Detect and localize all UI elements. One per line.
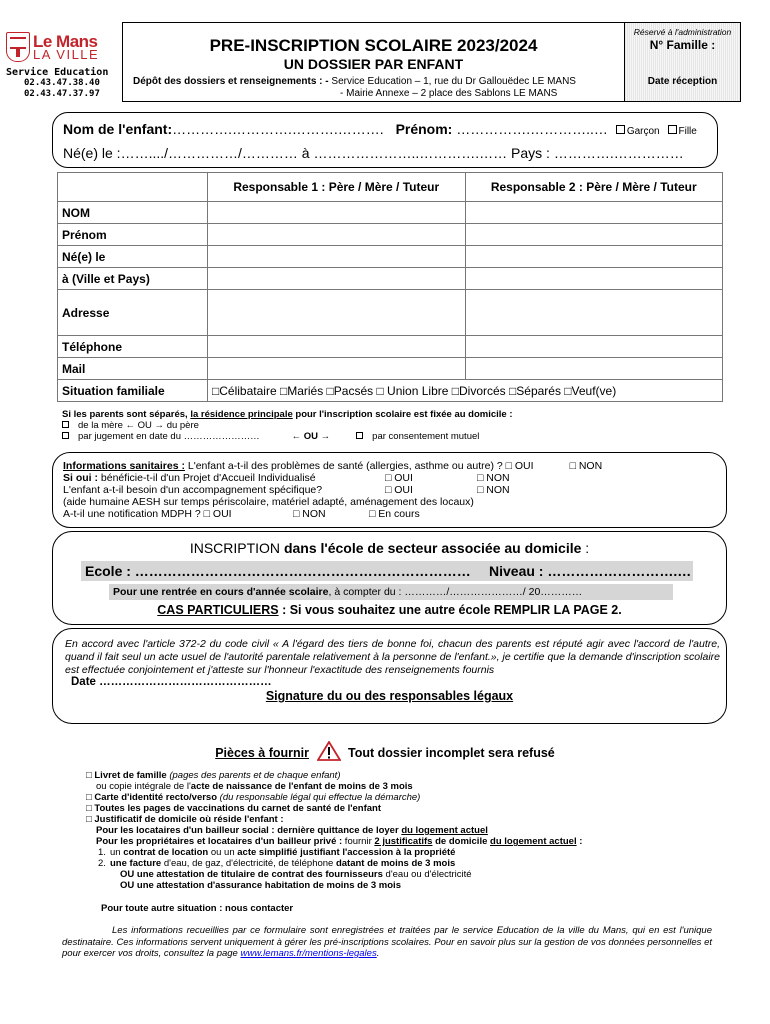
cas-particuliers xyxy=(53,603,726,617)
sep-intro: Si les parents sont séparés, xyxy=(62,409,191,420)
rentree-date[interactable]: , à compter du : …………/…………………/ 20………… xyxy=(328,586,583,598)
resp1-cell[interactable] xyxy=(208,224,466,246)
pieces-title xyxy=(0,741,770,761)
n1-b: contrat de location xyxy=(123,847,209,858)
mentions-legales-link[interactable]: www.lemans.fr/mentions-legales xyxy=(240,948,377,959)
admin-box xyxy=(625,22,741,102)
garcon-checkbox[interactable] xyxy=(616,125,625,134)
row-label: à (Ville et Pays) xyxy=(58,268,208,290)
resp2-cell[interactable] xyxy=(465,290,723,336)
prop-c: de domicile xyxy=(432,836,491,847)
table-row xyxy=(58,336,723,358)
list-item xyxy=(86,880,582,891)
inscription-box xyxy=(52,531,727,625)
sani-q2-non[interactable]: □ NON xyxy=(477,472,510,484)
loc-a: Pour les locataires d'un bailleur social : dernière quittance de loyer xyxy=(96,825,402,836)
vaccins-label: □ Toutes les pages de vaccinations du carnet de santé de l'enfant xyxy=(86,803,382,814)
livret-label: □ Livret de famille xyxy=(86,770,167,781)
resp2-cell[interactable] xyxy=(465,246,723,268)
list-item xyxy=(86,858,582,869)
list-item xyxy=(86,792,582,803)
accord-text: En accord avec l'article 372-2 du code civil « A l'égard des tiers de bonne foi, chacun des parents est réputé agir avec l'accord de l'autre, quand il fait seul un acte usuel de l'autorité parentale relativement à la personne de l'enfant.», je certifie que la demande d'inscription scolaire est effectuée conjointement et j'atteste sur l'honneur l'exactitude des renseignements fournis xyxy=(65,638,720,676)
sani-q2-oui[interactable]: □ OUI xyxy=(385,472,413,484)
resp1-cell[interactable] xyxy=(208,268,466,290)
niveau-field[interactable]: Niveau : ……………………….… xyxy=(489,563,692,579)
form-title: PRE-INSCRIPTION SCOLAIRE 2023/2024 xyxy=(209,36,538,55)
n2-b: une facture xyxy=(110,858,162,869)
logo-line1: Le Mans xyxy=(33,31,98,51)
accord-box xyxy=(52,628,727,724)
resp2-header: Responsable 2 : Père / Mère / Tuteur xyxy=(465,173,723,202)
autre-situation: Pour toute autre situation : nous contacter xyxy=(101,903,294,914)
resp1-cell[interactable] xyxy=(208,290,466,336)
sep-mere-pere: de la mère ← OU → du père xyxy=(78,420,199,431)
logo-line2: LA VILLE xyxy=(33,46,100,62)
depot-addr1: Service Education – 1, rue du Dr Gallouëdec LE MANS xyxy=(328,76,576,87)
crest-icon xyxy=(6,32,30,62)
resp1-cell[interactable] xyxy=(208,336,466,358)
list-item xyxy=(86,847,582,858)
sani-q1-non[interactable]: □ NON xyxy=(569,460,603,472)
sep-ou: ← OU → xyxy=(291,431,331,442)
list-item xyxy=(86,814,582,825)
child-box xyxy=(52,112,718,168)
ville-logo xyxy=(6,32,114,100)
table-row xyxy=(58,202,723,224)
consentement-checkbox[interactable] xyxy=(356,432,363,439)
prop-d: : xyxy=(576,836,583,847)
admin-date-field[interactable]: Date réception xyxy=(647,76,718,87)
ecole-bar xyxy=(81,561,693,581)
header-box xyxy=(122,22,625,102)
form-subtitle: UN DOSSIER PAR ENFANT xyxy=(283,56,464,72)
prop-a: Pour les propriétaires et locataires d'un bailleur privé : xyxy=(96,836,343,847)
ecole-field[interactable]: Ecole : ……………………………………………………………… xyxy=(85,563,471,579)
insc-title-b: dans l'école de secteur associée au domicile xyxy=(283,540,582,556)
n2-c: d'eau, de gaz, d'électricité, de téléphone xyxy=(161,858,336,869)
sep-jugement: par jugement en date du …………………… xyxy=(78,431,260,442)
cas-label: CAS PARTICULIERS xyxy=(157,603,279,617)
sep-residence: la résidence principale xyxy=(190,409,293,420)
row-label: Téléphone xyxy=(58,336,208,358)
row-label: Adresse xyxy=(58,290,208,336)
responsables-table xyxy=(57,172,723,402)
garcon-label: Garçon xyxy=(626,126,660,137)
sani-q4-non[interactable]: □ NON xyxy=(293,508,326,520)
livret2-b: acte de naissance de l'enfant de moins de 3 mois xyxy=(190,781,413,792)
ou2: OU une attestation d'assurance habitation de moins de 3 mois xyxy=(120,880,401,891)
sep-intro-end: pour l'inscription scolaire est fixée au domicile : xyxy=(292,409,513,420)
resp1-cell[interactable] xyxy=(208,202,466,224)
sani-q1[interactable]: L'enfant a-t-il des problèmes de santé (allergies, asthme ou autre) ? □ OUI xyxy=(184,460,534,472)
sani-q3-oui[interactable]: □ OUI xyxy=(385,484,413,496)
child-prenom-label: Prénom: xyxy=(395,121,453,137)
legal-end: . xyxy=(376,948,380,959)
pieces-warning: Tout dossier incomplet sera refusé xyxy=(347,746,555,760)
table-row xyxy=(58,358,723,380)
sani-q3: L'enfant a-t-il besoin d'un accompagnement spécifique? xyxy=(63,484,323,496)
list-item xyxy=(86,781,582,792)
separation-section xyxy=(62,409,513,442)
jugement-checkbox[interactable] xyxy=(62,432,69,439)
depot-addr2: - Mairie Annexe – 2 place des Sablons LE MANS xyxy=(340,88,558,99)
sani-q2: bénéficie-t-il d'un Projet d'Accueil Individualisé xyxy=(98,472,316,484)
depot-info xyxy=(133,76,623,100)
admin-reserved: Réservé à l'administration xyxy=(633,27,732,37)
n1-a: un xyxy=(110,847,124,858)
insc-title-a: INSCRIPTION xyxy=(189,540,284,556)
table-row xyxy=(58,290,723,336)
num-2: 2. xyxy=(98,858,106,869)
legal-notice xyxy=(62,925,712,960)
table-row xyxy=(58,224,723,246)
carte-detail: (du responsable légal qui effectue la démarche) xyxy=(217,792,421,803)
resp2-cell[interactable] xyxy=(465,268,723,290)
list-item xyxy=(86,869,582,880)
resp2-cell[interactable] xyxy=(465,224,723,246)
resp1-cell[interactable] xyxy=(208,246,466,268)
list-item xyxy=(86,803,582,814)
table-corner xyxy=(58,173,208,202)
list-item xyxy=(86,770,582,781)
depot-label: Dépôt des dossiers et renseignements : - xyxy=(133,76,329,87)
resp1-header: Responsable 1 : Père / Mère / Tuteur xyxy=(208,173,466,202)
child-nom-label: Nom de l'enfant: xyxy=(63,121,173,137)
row-label: Prénom xyxy=(58,224,208,246)
signature-label: Signature du ou des responsables légaux xyxy=(265,689,514,703)
sani-q3-non[interactable]: □ NON xyxy=(477,484,510,496)
justif-label: □ Justificatif de domicile où réside l'enfant : xyxy=(86,814,284,825)
insc-title-c: : xyxy=(581,540,590,556)
sani-si-oui: Si oui : xyxy=(63,472,98,484)
prop-b: fournir xyxy=(342,836,375,847)
row-label: Mail xyxy=(58,358,208,380)
warning-icon xyxy=(317,741,341,761)
ou1-b: d'eau ou d'électricité xyxy=(382,869,472,880)
sanitaires-box xyxy=(52,452,727,528)
carte-label: □ Carte d'identité recto/verso xyxy=(86,792,218,803)
row-label: Né(e) le xyxy=(58,246,208,268)
row-label: Situation familiale xyxy=(58,380,208,402)
resp2-cell[interactable] xyxy=(465,336,723,358)
sep-consentement: par consentement mutuel xyxy=(372,431,480,442)
list-item xyxy=(86,836,582,847)
service-name: Service Education xyxy=(6,67,109,78)
resp2-cell[interactable] xyxy=(465,358,723,380)
prop-u2: du logement actuel xyxy=(490,836,577,847)
resp1-cell[interactable] xyxy=(208,358,466,380)
fille-label: Fille xyxy=(678,126,697,137)
admin-famille-field[interactable]: N° Famille : xyxy=(649,38,716,52)
n1-c: ou un xyxy=(208,847,238,858)
row-label: NOM xyxy=(58,202,208,224)
sani-q4-cours[interactable]: □ En cours xyxy=(369,508,420,520)
num-1: 1. xyxy=(98,847,106,858)
service-phone-1: 02.43.47.38.40 xyxy=(24,78,100,88)
fille-checkbox[interactable] xyxy=(668,125,677,134)
accord-date-field[interactable]: Date ……………………………………… xyxy=(71,676,272,688)
table-row xyxy=(58,246,723,268)
n1-d: acte simplifié justifiant l'accession à la propriété xyxy=(237,847,456,858)
list-item xyxy=(86,825,582,836)
legal-text: Les informations recueillies par ce formulaire sont enregistrées et traitées par le service Education de la ville du Mans, qui en est l'unique destinataire. Ces informations servent uniquement à gérer les pré-inscriptions scolaires. Pour en savoir plus sur la gestion de vos données personnelles et pour exercer vos droits, consultez la page xyxy=(62,925,712,959)
ou1-a: OU une attestation de titulaire de contrat des fournisseurs xyxy=(120,869,383,880)
child-nom-field[interactable]: ………….………….……….………. xyxy=(172,121,384,137)
resp2-cell[interactable] xyxy=(465,202,723,224)
livret-detail: (pages des parents et de chaque enfant) xyxy=(166,770,341,781)
service-phone-2: 02.43.47.37.97 xyxy=(24,89,100,99)
child-name-line xyxy=(63,121,697,137)
inscription-title xyxy=(53,540,726,556)
situation-options[interactable]: □Célibataire □Mariés □Pacsés □ Union Libre □Divorcés □Séparés □Veuf(ve) xyxy=(208,380,723,402)
sani-title: Informations sanitaires : xyxy=(63,460,185,472)
pieces-heading: Pièces à fournir xyxy=(215,746,310,760)
sani-q4[interactable]: A-t-il une notification MDPH ? □ OUI xyxy=(63,508,232,520)
cas-text: : Si vous souhaitez une autre école REMPLIR LA PAGE 2. xyxy=(278,603,622,617)
rentree-label: Pour une rentrée en cours d'année scolaire xyxy=(113,586,329,598)
prop-u: 2 justificatifs xyxy=(374,836,433,847)
sani-q3-detail: (aide humaine AESH sur temps périscolaire, matériel adapté, aménagement des locaux) xyxy=(63,496,474,508)
n2-d: datant de moins de 3 mois xyxy=(335,858,456,869)
pieces-list xyxy=(86,770,582,891)
livret2-a: ou copie intégrale de l' xyxy=(96,781,191,792)
table-row xyxy=(58,380,723,402)
child-prenom-field[interactable]: …………….…………..… xyxy=(456,121,608,137)
table-row xyxy=(58,268,723,290)
rentree-bar[interactable] xyxy=(109,584,673,600)
child-birth-line[interactable]: Né(e) le :……..../……………/………… à …………………..………….…… Pays : ………….…………… xyxy=(63,145,684,161)
loc-u: du logement actuel xyxy=(401,825,488,836)
mere-checkbox[interactable] xyxy=(62,421,69,428)
